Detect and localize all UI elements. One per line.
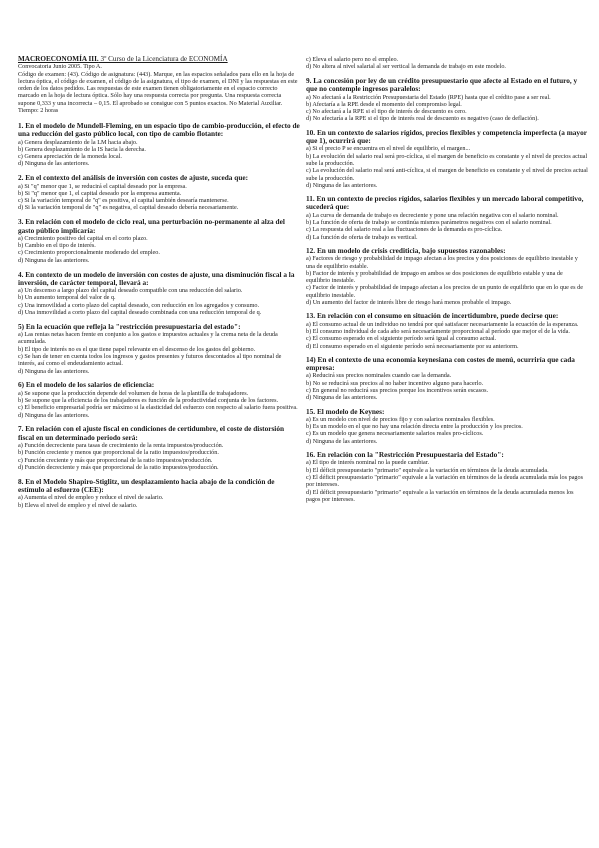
question-option: d) Ninguna de las anteriores. xyxy=(306,394,378,402)
question-option: c) Se han de tener en cuenta todos los ingresos y gastos presentes y futuros descontados al tipo nominal de interés, así como el endeudamiento actual. xyxy=(18,353,282,368)
question-option: a) Genera desplazamiento de la LM hacia abajo. xyxy=(18,138,138,146)
question-option: d) Ninguna de las anteriores. xyxy=(18,256,90,264)
question-title: 8. En el Modelo Shapiro-Stiglitz, un desplazamiento hacia abajo de la condición de estímulo al esfuerzo (CEE): xyxy=(18,476,275,494)
question-option: b) Si "q" menor que 1, el capital deseado por la empresa aumenta. xyxy=(18,189,182,197)
question-option: a) Reducirá sus precios nominales cuando cae la demanda. xyxy=(306,372,452,380)
exam-instructions: Código de examen: (43). Código de asignatura: (443). Marque, en las espacios señalados para ello en la hoja de lectura óptica, el código de examen, el código de la asignatura, el tipo de examen, el DNI y las respuestas en este orden de los datos pedidos. Las respuestas de este examen tienen obligatoriamente en el espacio correcto marcado en la hoja de lectura óptica. Sólo hay una respuesta correcta por pregunta. Una respuesta correcta supone 0,333 y una incorrecta – 0,15. El aprobado se consigue con 5 puntos exactos. No Material Auxiliar. Tiempo: 2 horas xyxy=(18,70,298,115)
left-column xyxy=(18,122,300,515)
question-option: a) Crecimiento positivo del capital en el corto plazo. xyxy=(18,234,148,242)
question-title: 7. En relación con el ajuste fiscal en condiciones de certidumbre, el coste de distorsión fiscal en un determinado periodo será: xyxy=(18,424,285,442)
question-option: a) Un descenso a largo plazo del capital deseado compatible con una reducción del salario. xyxy=(18,287,243,295)
question-block xyxy=(18,174,300,211)
question-option: a) Es un modelo con nivel de precios fijo y con salarios nominales flexibles. xyxy=(306,415,495,423)
question-option: a) No afectará a la Restricción Presupuestaria del Estado (RPE) hasta que el crédito pase a ser real. xyxy=(306,93,551,101)
question-option: c) Crecimiento proporcionalmente moderado del empleo. xyxy=(18,249,160,257)
right-column xyxy=(306,77,588,509)
question-option: b) El déficit presupuestario "primario" equivale a la variación en términos de la deuda acumulada. xyxy=(306,466,549,474)
question-title: 2. En el contexto del análisis de inversión con costes de ajuste, suceda que: xyxy=(18,173,249,183)
question-option: d) El déficit presupuestario "primario" equivale a la variación en términos de la deuda acumulada menos los pagos por intereses. xyxy=(306,488,574,503)
question-title: 15. El modelo de Keynes: xyxy=(306,406,385,416)
question-title: 1. En el modelo de Mundell-Fleming, en un espacio tipo de cambio-producción, el efecto de una reducción del gasto público local, con tipo de cambio flotante: xyxy=(18,121,300,139)
exam-session: Convocatoria Junio 2005. Tipo A. xyxy=(18,63,102,71)
question-option: b) Factor de interés y probabilidad de impago en ambos se dos posiciones de equilibrio estable y una de equilibrio inestable. xyxy=(306,269,563,285)
question-option: b) Un aumento temporal del valor de q. xyxy=(18,294,116,302)
course-title: MACROECONOMÍA III. xyxy=(18,55,99,63)
question-title: 12. En un modelo de crisis crediticia, bajo supuestos razonables: xyxy=(306,245,506,255)
exam-title xyxy=(18,56,300,63)
question-option: a) Si el precio P se encuentra en el nivel de equilibrio, el margen... xyxy=(306,145,471,153)
question-option: d) Ninguna de las anteriores. xyxy=(18,367,90,375)
question-option: d) Función decreciente y más que proporcional de la ratio impuestos/producción. xyxy=(18,463,219,471)
question-title: 3. En relación con el modelo de ciclo real, una perturbación no-permanente al alza del gasto público implicaría: xyxy=(18,217,285,235)
question-title: 16. En relación con la "Restricción Presupuestaria del Estado": xyxy=(306,450,504,460)
question-option: c) La respuesta del salario real a las fluctuaciones de la demanda es pro-cíclica. xyxy=(306,226,503,234)
question-option: d) Ninguna de las anteriores. xyxy=(18,160,90,168)
question-title: 10. En un contexto de salarios rígidos, precios flexibles y competencia imperfecta (a mayor que 1), ocurrirá que: xyxy=(306,127,587,146)
question-option: a) El tipo de interés nominal no la puede cambiar. xyxy=(306,459,430,467)
question-block xyxy=(18,425,300,471)
question-block xyxy=(18,271,300,317)
question-option: c) El beneficio empresarial podría ser máximo si la elasticidad del esfuerzo con respecto al salario fuera positiva. xyxy=(18,404,298,412)
question-option: b) Es un modelo en el que no hay una relación directa entre la producción y los precios. xyxy=(306,423,523,431)
question-option: c) En general no reducirá sus precios porque los incentivos serán escasos. xyxy=(306,386,489,394)
question-block xyxy=(306,77,588,123)
question-option: c) Si la variación temporal de "q" es positiva, el capital también desearía mantenerse. xyxy=(18,197,229,205)
question-option: d) La función de oferta de trabajo es vertical. xyxy=(306,233,418,241)
question-block xyxy=(18,381,300,418)
question-option: c) No afectará a la RPE si el tipo de interés de descuento es cero. xyxy=(306,108,467,116)
question-block xyxy=(306,408,588,445)
question-option: c) Genera apreciación de la moneda local. xyxy=(18,153,122,161)
question-block xyxy=(306,195,588,241)
question-option: d) Un aumento del factor de interés libre de riesgo hará menos probable el impago. xyxy=(306,299,512,307)
question-option: b) Cambio en el tipo de interés. xyxy=(18,242,96,250)
question-option: c) El déficit presupuestario "primario" equivale a la variación en términos de la deuda acumulada más los pagos por intereses. xyxy=(306,473,584,489)
question-title: 4. En contexto de un modelo de inversión con costes de ajuste, una disminución fiscal a la inversión, de carácter temporal, llevará a: xyxy=(18,269,295,287)
question-title: 11. En un contexto de precios rígidos, salarios flexibles y un mercado laboral competitivo, sucederá que: xyxy=(306,194,584,212)
question-option: b) Eleva el nivel de empleo y el nivel de salario. xyxy=(18,501,138,509)
question-option: d) No altera al nivel salarial al ser vertical la demanda de trabajo en este modelo. xyxy=(306,63,506,71)
question-option: b) Función creciente y menos que proporcional de la ratio impuestos/producción. xyxy=(18,449,219,457)
question-option: c) El consumo esperado en el siguiente período será igual al consumo actual. xyxy=(306,335,497,343)
question-option: d) Ninguna de las anteriores. xyxy=(306,181,378,189)
question-option: d) No afectaría a la RPE si el tipo de interés real de descuento es negativo (caso de deflación). xyxy=(306,115,539,123)
question-option: c) Es un modelo que genera necesariamente salarios reales pro-cíclicos. xyxy=(306,430,484,438)
question-option: a) Si "q" menor que 1, se reducirá el capital deseado por la empresa. xyxy=(18,182,187,190)
question-option: b) Se supone que la eficiencia de los trabajadores es función de la productividad conjunta de los factores. xyxy=(18,397,279,404)
question-title: 9. La concesión por ley de un crédito presupuestario que afecte al Estado en el futuro, y que no contemple ingresos paralelos: xyxy=(306,76,578,94)
question-option: b) La evolución del salario real será pro-cíclica, si el margen de beneficio es constante y el nivel de precios actual sube la producción. xyxy=(306,152,588,167)
question-block xyxy=(18,122,300,168)
question-block xyxy=(306,312,588,349)
question-option: a) Factores de riesgo y probabilidad de impago afectan a los precios y dos posiciones de equilibrio inestable y una de equilibrio estable. xyxy=(306,255,578,270)
right-column-continuation xyxy=(306,56,588,71)
question-option: a) La curva de demanda de trabajo es decreciente y pone una relación negativa con el salario nominal. xyxy=(306,211,559,219)
question-block xyxy=(306,356,588,402)
question-title: 5) En la ecuación que refleja la "restricción presupuestaria del estado": xyxy=(18,321,241,331)
question-block xyxy=(306,451,588,503)
question-option: c) Una inmovilidad a corto plazo del capital deseado, con reducción en los agregados y consumo. xyxy=(18,301,260,309)
question-option: c) Factor de interés y probabilidad de impago afectan a los precios de un punto de equilibrio que en lo que es de equilibrio inestable. xyxy=(306,284,583,299)
question-option: a) Las rentas netas hacen frente en conjunto a los gastos e impuestos actuales y la crema neta de la deuda acumulada. xyxy=(18,331,278,346)
question-option: d) Una inmovilidad a corto plazo del capital deseado combinada con una reducción temporal de q. xyxy=(18,309,262,317)
question-block xyxy=(306,247,588,306)
question-option: c) La evolución del salario real será anti-cíclica, si el margen de beneficio es constante y el nivel de precios actual sube la producción. xyxy=(306,167,588,182)
question-title: 13. En relación con el consumo en situación de incertidumbre, puede decirse que: xyxy=(306,311,559,321)
question-option: b) El tipo de interés no es el que tiene papel relevante en el descenso de los gastos del gobierno. xyxy=(18,345,256,353)
question-option: b) Afectaría a la RPE desde el momento del compromiso legal. xyxy=(306,100,462,108)
question-block xyxy=(18,218,300,264)
question-option: a) Aumenta el nivel de empleo y reduce el nivel de salario. xyxy=(18,494,164,502)
question-option: c) Eleva el salario pero no el empleo. xyxy=(306,56,399,63)
question-option: d) Ninguna de las anteriores. xyxy=(306,437,378,445)
question-option: c) Función creciente y más que proporcional de la ratio impuestos/producción. xyxy=(18,456,213,464)
question-option: d) Ninguna de las anteriores. xyxy=(18,411,90,419)
question-block xyxy=(18,323,300,375)
question-option: d) El consumo esperado en el siguiente período será necesariamente por su anteriorm. xyxy=(306,342,519,350)
question-option: b) No se reducirá sus precios al no haber incentivo alguno para hacerlo. xyxy=(306,379,484,387)
question-title: 14) En el contexto de una economía keynesiana con costes de menú, ocurriría que cada empresa: xyxy=(306,354,575,373)
question-option: b) La función de oferta de trabajo se continúa mismos parámetros negativos con el salario nominal. xyxy=(306,219,552,227)
question-block xyxy=(18,478,300,509)
exam-header xyxy=(18,56,300,114)
question-block xyxy=(306,129,588,189)
course-subtitle: 3º Curso de la Licenciatura de ECONOMÍA xyxy=(98,55,228,63)
question-option: a) El consumo actual de un individuo no tendrá por qué satisfacer necesariamente la ecuación de la esperanza. xyxy=(306,320,579,328)
question-option: d) Si la variación temporal de "q" es negativa, el capital deseado debería necesariamente. xyxy=(18,204,239,212)
question-option: a) Se supone que la producción depende del volumen de horas de la plantilla de trabajadores. xyxy=(18,389,249,397)
question-option: b) Genera desplazamiento de la IS hacia la derecha. xyxy=(18,145,146,153)
question-option: a) Función decreciente para tasas de crecimiento de la renta impuestos/producción. xyxy=(18,441,224,449)
question-option: b) El consumo individual de cada año será necesariamente proporcional al período que mejor el de la vida. xyxy=(306,327,570,335)
question-title: 6) En el modelo de los salarios de eficiencia: xyxy=(18,380,155,390)
